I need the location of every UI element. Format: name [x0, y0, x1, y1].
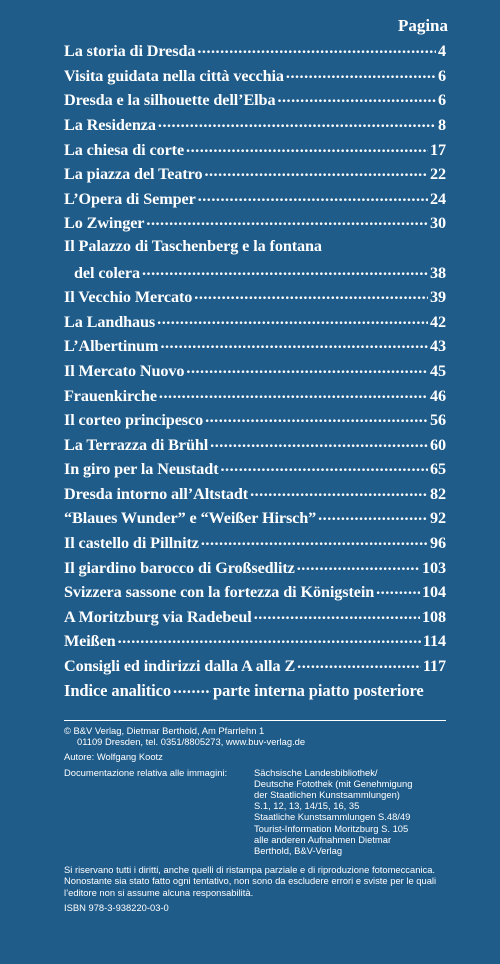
toc-entry: “Blaues Wunder” e “Weißer Hirsch” ..... 92: [64, 507, 446, 532]
toc-entry: Il Mercato Nuovo ..... 45: [64, 360, 446, 385]
toc-entry: del colera ..... 38: [64, 261, 446, 286]
image-credits-list: [254, 767, 449, 857]
toc-entry: Il Palazzo di Taschenberg e la fontana: [64, 236, 322, 255]
toc-entry: Consigli ed indirizzi dalla A alla Z ..... 117: [64, 655, 446, 680]
credit-line: der Staatlichen Kunstsammlungen): [254, 789, 400, 801]
toc-entry: La piazza del Teatro ..... 22: [64, 163, 446, 188]
toc-entry: La Terrazza di Brühl ..... 60: [64, 434, 446, 459]
publisher-line: © B&V Verlag, Dietmar Berthold, Am Pfarrlehn 1: [64, 725, 265, 736]
toc-entry: L’Albertinum ..... 43: [64, 335, 446, 360]
toc-entry: A Moritzburg via Radebeul ..... 108: [64, 606, 446, 631]
toc-entry: Il Vecchio Mercato ..... 39: [64, 286, 446, 311]
credit-line: Sächsische Landesbibliothek/: [254, 766, 378, 778]
divider: [64, 720, 446, 721]
imprint: [64, 725, 449, 913]
toc-entry: Lo Zwinger ..... 30: [64, 212, 446, 237]
credit-line: Tourist-Information Moritzburg S. 105: [254, 822, 409, 834]
toc-entry: Il castello di Pillnitz ..... 96: [64, 532, 446, 557]
toc-entry: La chiesa di corte ..... 17: [64, 138, 446, 163]
table-of-contents: [64, 40, 446, 704]
toc-entry: Dresda e la silhouette dell’Elba ..... 6: [64, 89, 446, 114]
toc-entry: Visita guidata nella città vecchia ..... 6: [64, 65, 446, 90]
toc-entry: La storia di Dresda ..... 4: [64, 40, 446, 65]
toc-entry: Dresda intorno all’Altstadt ..... 82: [64, 483, 446, 508]
toc-entry: In giro per la Neustadt ..... 65: [64, 458, 446, 483]
image-credits-label: Documentazione relativa alle immagini:: [64, 766, 228, 778]
toc-entry: Il giardino barocco di Großsedlitz ..... 103: [64, 556, 446, 581]
author-line: Autore: Wolfgang Kootz: [64, 751, 163, 763]
toc-entry: Indice analitico ..... parte interna piatto posteriore: [64, 679, 446, 704]
credit-line: Berthold, B&V-Verlag: [254, 845, 343, 857]
credit-line: Deutsche Fotothek (mit Genehmigung: [254, 777, 413, 789]
credit-line: Staatliche Kunstsammlungen S.48/49: [254, 811, 411, 823]
rights-notice: Si riservano tutti i diritti, anche quelli di ristampa parziale e di riproduzione fotomeccanica. Nonostante sia stato fatto ogni tentativo, non sono da escludere errori e sviste per le quali l’editore non si assume alcuna responsabilità.: [64, 864, 437, 898]
isbn: ISBN 978-3-938220-03-0: [64, 901, 169, 913]
toc-entry: La Residenza ..... 8: [64, 114, 446, 139]
credit-line: S.1, 12, 13, 14/15, 16, 35: [254, 800, 360, 812]
publisher-address: 01109 Dresden, tel. 0351/8805273, www.buv-verlag.de: [77, 736, 306, 748]
toc-entry: Meißen ..... 114: [64, 630, 446, 655]
toc-entry: L’Opera di Semper ..... 24: [64, 188, 446, 213]
toc-entry: La Landhaus ..... 42: [64, 311, 446, 336]
toc-entry: Svizzera sassone con la fortezza di Königstein ..... 104: [64, 581, 446, 606]
pagina-header: Pagina: [397, 16, 448, 35]
image-credits: [64, 767, 449, 857]
toc-entry: Frauenkirche ..... 46: [64, 384, 446, 409]
toc-entry: Il corteo principesco ..... 56: [64, 409, 446, 434]
credit-line: alle anderen Aufnahmen Dietmar: [254, 833, 392, 845]
